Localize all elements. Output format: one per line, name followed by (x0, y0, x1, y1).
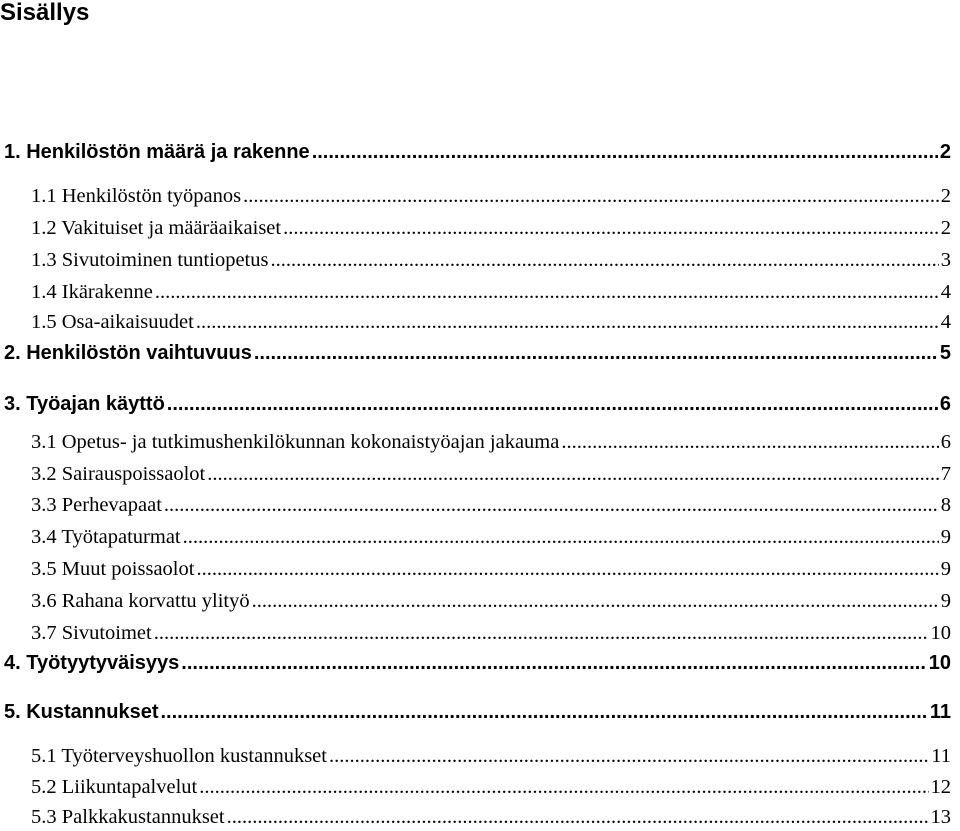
toc-entry[interactable] (4, 138, 951, 166)
toc-entry-label: 5. Kustannukset (4, 701, 159, 723)
toc-dot-leader (167, 390, 938, 418)
toc-entry[interactable] (4, 698, 951, 726)
toc-entry[interactable] (4, 649, 951, 677)
toc-entry[interactable] (31, 246, 951, 274)
toc-entry[interactable] (31, 428, 951, 456)
toc-dot-leader (243, 182, 939, 210)
toc-entry-label: 5.2 Liikuntapalvelut (31, 776, 198, 798)
toc-page-number: 13 (930, 806, 951, 828)
toc-entry[interactable] (31, 619, 951, 647)
toc-entry[interactable] (31, 555, 951, 583)
toc-entry-label: 3.1 Opetus- ja tutkimushenkilökunnan kokonaistyöajan jakauma (31, 431, 560, 453)
toc-page-number: 7 (940, 463, 951, 485)
toc-entry[interactable] (31, 278, 951, 306)
toc-page-number: 12 (930, 776, 951, 798)
toc-entry[interactable] (31, 773, 951, 801)
toc-page-number: 4 (940, 281, 951, 303)
toc-page-number: 10 (928, 652, 951, 674)
toc-entry-label: 4. Työtyytyväisyys (4, 652, 180, 674)
toc-dot-leader (196, 555, 938, 583)
toc-entry[interactable] (31, 460, 951, 488)
toc-page-number: 11 (931, 745, 951, 767)
toc-page-number: 9 (940, 526, 951, 548)
toc-entry[interactable] (31, 308, 951, 336)
toc-entry-label: 3.7 Sivutoimet (31, 622, 152, 644)
toc-dot-leader (252, 587, 939, 615)
toc-entry[interactable] (31, 587, 951, 615)
toc-entry[interactable] (31, 803, 951, 831)
toc-entry[interactable] (31, 742, 951, 770)
toc-dot-leader (329, 742, 929, 770)
toc-entry[interactable] (31, 523, 951, 551)
toc-dot-leader (154, 619, 929, 647)
toc-dot-leader (227, 803, 929, 831)
toc-dot-leader (164, 491, 939, 519)
toc-page-number: 9 (940, 590, 951, 612)
toc-page-number: 3 (940, 249, 951, 271)
toc-dot-leader (183, 523, 939, 551)
toc-dot-leader (155, 278, 939, 306)
toc-dot-leader (270, 246, 938, 274)
toc-page-number: 2 (940, 185, 951, 207)
toc-entry-label: 1.3 Sivutoiminen tuntiopetus (31, 249, 269, 271)
toc-entry-label: 3.2 Sairauspoissaolot (31, 463, 206, 485)
toc-entry[interactable] (4, 390, 951, 418)
toc-dot-leader (312, 138, 938, 166)
toc-entry-label: 2. Henkilöstön vaihtuvuus (4, 342, 252, 364)
toc-dot-leader (199, 773, 928, 801)
toc-page-number: 2 (940, 217, 951, 239)
toc-entry-label: 3.3 Perhevapaat (31, 494, 162, 516)
toc-entry[interactable] (4, 339, 951, 367)
toc-page-number: 8 (940, 494, 951, 516)
toc-entry-label: 1.2 Vakituiset ja määräaikaiset (31, 217, 282, 239)
toc-entry-label: 5.3 Palkkakustannukset (31, 806, 225, 828)
toc-entry[interactable] (31, 182, 951, 210)
toc-entry-label: 3.6 Rahana korvattu ylityö (31, 590, 250, 612)
toc-dot-leader (254, 339, 938, 367)
toc-dot-leader (160, 698, 927, 726)
toc-entry-label: 5.1 Työterveyshuollon kustannukset (31, 745, 327, 767)
page-title: Sisällys (0, 0, 90, 26)
toc-entry-label: 1.1 Henkilöstön työpanos (31, 185, 242, 207)
toc-entry[interactable] (31, 214, 951, 242)
toc-dot-leader (561, 428, 938, 456)
toc-entry-label: 1. Henkilöstön määrä ja rakenne (4, 141, 310, 163)
toc-page-number: 6 (939, 393, 951, 415)
toc-entry-label: 3.5 Muut poissaolot (31, 558, 195, 580)
toc-page-number: 5 (939, 342, 951, 364)
toc-page-number: 9 (940, 558, 951, 580)
toc-page-number: 11 (929, 701, 951, 723)
toc-dot-leader (207, 460, 939, 488)
toc-dot-leader (181, 649, 926, 677)
toc-dot-leader (196, 308, 939, 336)
toc-entry[interactable] (31, 491, 951, 519)
toc-entry-label: 3.4 Työtapaturmat (31, 526, 181, 548)
toc-entry-label: 3. Työajan käyttö (4, 393, 165, 415)
toc-page-number: 10 (930, 622, 951, 644)
toc-entry-label: 1.5 Osa-aikaisuudet (31, 311, 194, 333)
toc-page-number: 2 (939, 141, 951, 163)
toc-entry-label: 1.4 Ikärakenne (31, 281, 153, 303)
toc-dot-leader (283, 214, 939, 242)
toc-page-number: 6 (940, 431, 951, 453)
toc-page-number: 4 (940, 311, 951, 333)
